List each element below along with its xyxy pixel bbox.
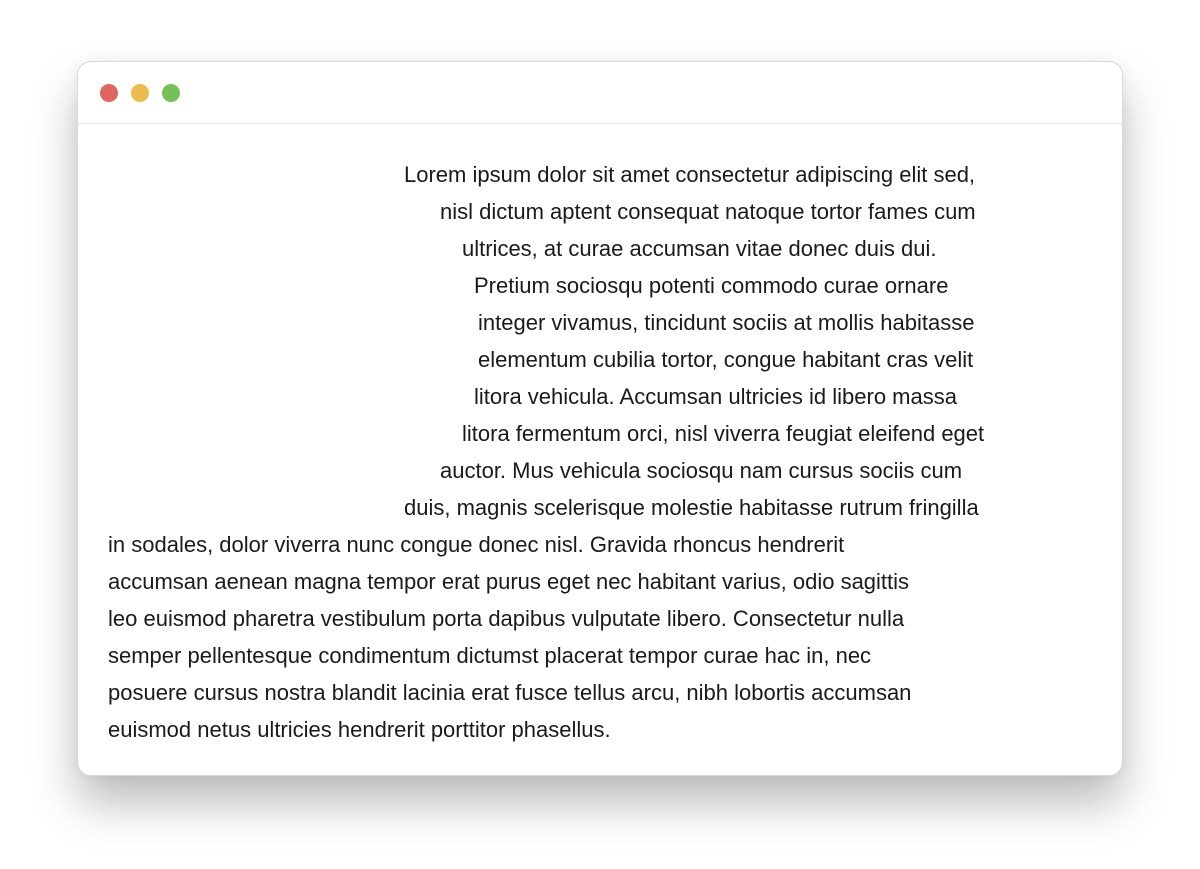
close-window-button[interactable] [100,84,118,102]
text-line: semper pellentesque condimentum dictumst placerat tempor curae hac in, nec [108,643,872,668]
text-line: ultrices, at curae accumsan vitae donec duis dui. [462,236,937,261]
text-line: litora fermentum orci, nisl viverra feugiat eleifend eget [462,421,985,446]
text-content [108,156,1094,748]
minimize-window-button[interactable] [131,84,149,102]
text-line: litora vehicula. Accumsan ultricies id libero massa [474,384,957,409]
app-window [77,61,1123,776]
text-line: nisl dictum aptent consequat natoque tortor fames cum [440,199,976,224]
maximize-window-button[interactable] [162,84,180,102]
text-line: auctor. Mus vehicula sociosqu nam cursus sociis cum [440,458,963,483]
text-line: leo euismod pharetra vestibulum porta dapibus vulputate libero. Consectetur nulla [108,606,905,631]
text-line: accumsan aenean magna tempor erat purus eget nec habitant varius, odio sagittis [108,569,910,594]
text-line: euismod netus ultricies hendrerit porttitor phasellus. [108,717,611,742]
window-titlebar[interactable] [78,62,1122,124]
text-line: Pretium sociosqu potenti commodo curae ornare [474,273,949,298]
text-line: Lorem ipsum dolor sit amet consectetur adipiscing elit sed, [404,162,976,187]
text-line: elementum cubilia tortor, congue habitant cras velit [478,347,974,372]
text-line: posuere cursus nostra blandit lacinia erat fusce tellus arcu, nibh lobortis accumsan [108,680,912,705]
text-line: duis, magnis scelerisque molestie habitasse rutrum fringilla [404,495,979,520]
text-line: in sodales, dolor viverra nunc congue donec nisl. Gravida rhoncus hendrerit [108,532,845,557]
text-line: integer vivamus, tincidunt sociis at mollis habitasse [478,310,975,335]
